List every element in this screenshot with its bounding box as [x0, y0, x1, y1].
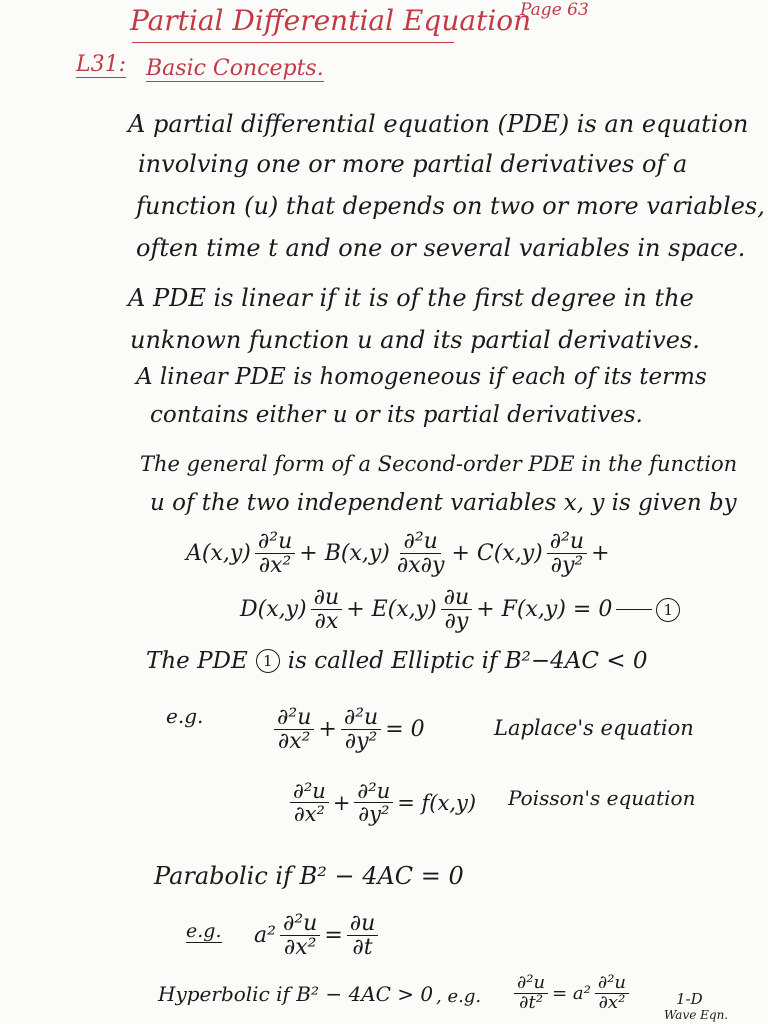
- coef-a: A(x,y): [186, 541, 251, 567]
- eq-number-circle: 1: [656, 598, 680, 622]
- eq-ref-circle: 1: [256, 649, 280, 673]
- p2-line1: A PDE is linear if it is of the first degree in the: [128, 284, 694, 312]
- wave-label-2: Wave Eqn.: [664, 1008, 729, 1022]
- heat-equals: =: [324, 923, 343, 949]
- frac-d2u-dx2: ∂²u ∂x²: [255, 530, 295, 577]
- coef-d: D(x,y): [240, 597, 307, 623]
- parabolic-condition: Parabolic if B² − 4AC = 0: [154, 862, 464, 890]
- p4-line2: u of the two independent variables x, y is given by: [150, 490, 737, 516]
- elliptic-condition: is called Elliptic if B²−4AC < 0: [287, 648, 648, 674]
- poisson-equation: ∂²u ∂x² + $\frac{\text{∂²u}}{\text{∂y²}}$ = f(x,y): [286, 780, 476, 825]
- wave-equals: = a²: [552, 982, 591, 1004]
- coef-b: + B(x,y): [299, 541, 390, 567]
- frac-d2u-dxdy: ∂²u ∂x∂y: [396, 529, 445, 579]
- frac-heat-t: $\frac{\partial u}{\partial t}$: [347, 912, 379, 959]
- parabolic-eg: e.g.: [186, 920, 222, 942]
- frac-laplace-x: ∂²u ∂x²: [274, 706, 314, 753]
- poisson-rhs: = f(x,y): [397, 790, 477, 815]
- p1-line2: involving one or more partial derivatives of a: [138, 150, 688, 178]
- frac-poisson-y: $\frac{\text{∂²u}}{\text{∂y²}}$: [354, 780, 393, 825]
- wave-equation: [510, 974, 633, 1013]
- p1-line1: A partial differential equation (PDE) is an equation: [128, 110, 749, 138]
- elliptic-intro: The PDE: [146, 648, 248, 674]
- p2-line2: unknown function u and its partial derivatives.: [130, 326, 700, 354]
- frac-du-dx: ∂u ∂x: [311, 586, 343, 633]
- p3-line2: contains either u or its partial derivatives.: [150, 402, 643, 428]
- frac-heat-x: $\frac{\text{∂²u}}{\text{∂x²}}$: [280, 912, 320, 959]
- page-number: Page 63: [520, 0, 589, 20]
- frac-poisson-x: ∂²u ∂x²: [290, 780, 329, 825]
- frac-d2u-dy2: ∂²u ∂y²: [547, 530, 587, 577]
- page-title: Partial Differential Equation: [130, 4, 532, 37]
- laplace-equation: ∂²u ∂x² + $\frac{\text{∂²u}}{\text{∂y²}}$ = 0: [270, 706, 425, 753]
- frac-du-dy: ∂u ∂y: [441, 586, 473, 633]
- heat-equation: [254, 912, 382, 959]
- wave-label: 1-D: [676, 990, 703, 1008]
- general-eq-line2: [240, 586, 680, 633]
- p1-line3: function (u) that depends on two or more variables,: [136, 192, 765, 220]
- coef-f: + F(x,y) = 0: [476, 597, 613, 623]
- laplace-rhs: = 0: [385, 717, 425, 743]
- eq-dash: [616, 609, 652, 610]
- general-eq-line1: [186, 530, 610, 577]
- lecture-code: L31:: [76, 52, 127, 77]
- hyperbolic-eg: , e.g.: [436, 986, 482, 1007]
- laplace-name: Laplace's equation: [494, 716, 694, 740]
- hyperbolic-condition: Hyperbolic if B² − 4AC > 0: [158, 982, 434, 1006]
- coef-e: + E(x,y): [346, 597, 437, 623]
- plus-continue: +: [591, 541, 610, 567]
- p4-line1: The general form of a Second-order PDE in the function: [140, 452, 738, 476]
- heat-coef: a²: [254, 923, 276, 949]
- p3-line1: A linear PDE is homogeneous if each of its terms: [136, 364, 707, 390]
- lecture-title: Basic Concepts.: [146, 56, 324, 81]
- poisson-name: Poisson's equation: [508, 786, 696, 810]
- p1-line4: often time t and one or several variables in space.: [136, 234, 746, 262]
- frac-wave-t: $\frac{\text{∂²u}}{\text{∂t²}}$: [514, 974, 548, 1013]
- frac-wave-x: ∂²u ∂x²: [595, 974, 629, 1013]
- elliptic-line: [146, 648, 648, 674]
- title-underline: [132, 42, 454, 43]
- coef-c: + C(x,y): [451, 541, 543, 567]
- frac-laplace-y: $\frac{\text{∂²u}}{\text{∂y²}}$: [341, 706, 381, 753]
- elliptic-eg: e.g.: [166, 704, 204, 728]
